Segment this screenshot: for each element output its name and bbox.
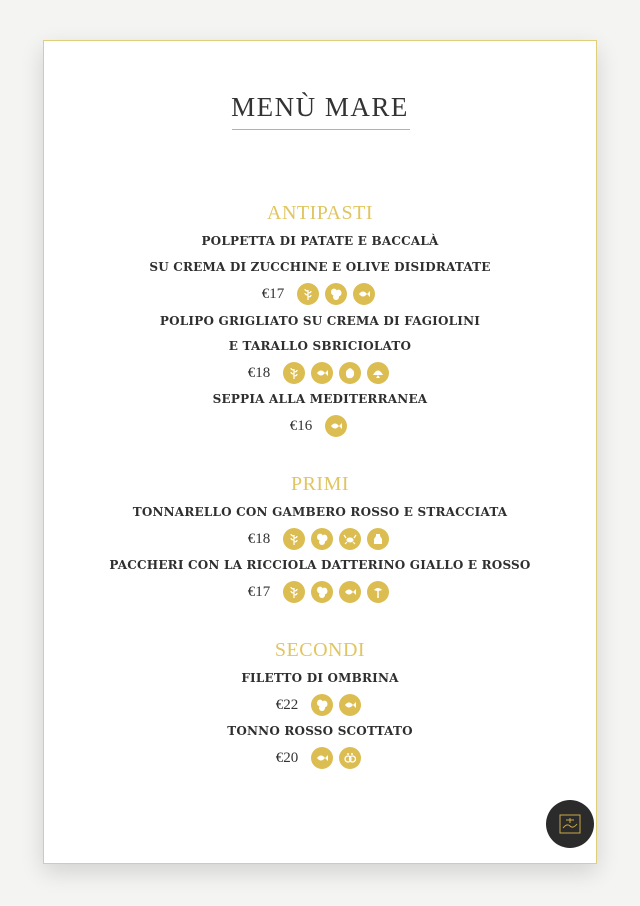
shellfish-icon: [367, 362, 389, 384]
section-title-secondi: SECONDI: [274, 639, 366, 661]
mollusc-icon: [339, 362, 361, 384]
dish-name-line: POLPETTA DI PATATE E BACCALÀ: [201, 234, 439, 248]
section-title-primi: PRIMI: [290, 473, 350, 495]
fish-icon: [353, 283, 375, 305]
gluten-icon: [283, 581, 305, 603]
egg-icon: [325, 283, 347, 305]
fish-icon: [339, 694, 361, 716]
dish-name-line: E TARALLO SBRICIOLATO: [228, 339, 412, 353]
menu-page: [43, 40, 597, 864]
section-title-antipasti: ANTIPASTI: [267, 202, 373, 224]
egg-icon: [311, 581, 333, 603]
dish-price: €22: [275, 697, 299, 713]
price-row: [44, 747, 596, 769]
fish-icon: [311, 747, 333, 769]
gluten-icon: [283, 528, 305, 550]
fish-icon: [325, 415, 347, 437]
dish-price: €18: [247, 531, 271, 547]
dish-price: €20: [275, 750, 299, 766]
menu-title: MENÙ MARE: [231, 92, 409, 122]
restaurant-logo-icon: [546, 800, 594, 848]
price-row: [44, 362, 596, 384]
price-row: [44, 528, 596, 550]
dish-price: €16: [289, 418, 313, 434]
egg-icon: [311, 694, 333, 716]
dish-name-line: PACCHERI CON LA RICCIOLA DATTERINO GIALLO E ROSSO: [109, 558, 531, 572]
price-row: [44, 415, 596, 437]
price-row: [44, 283, 596, 305]
title-underline: [232, 129, 410, 130]
dish-name-line: TONNO ROSSO SCOTTATO: [227, 724, 413, 738]
sulphite-icon: [339, 747, 361, 769]
celery-icon: [367, 581, 389, 603]
dish-name-line: FILETTO DI OMBRINA: [241, 671, 399, 685]
gluten-icon: [297, 283, 319, 305]
gluten-icon: [283, 362, 305, 384]
egg-icon: [311, 528, 333, 550]
fish-icon: [311, 362, 333, 384]
dish-name-line: SEPPIA ALLA MEDITERRANEA: [212, 392, 428, 406]
dish-name-line: SU CREMA DI ZUCCHINE E OLIVE DISIDRATATE: [149, 260, 491, 274]
crustacean-icon: [339, 528, 361, 550]
fish-icon: [339, 581, 361, 603]
price-row: [44, 694, 596, 716]
milk-icon: [367, 528, 389, 550]
dish-name-line: POLIPO GRIGLIATO SU CREMA DI FAGIOLINI: [159, 314, 481, 328]
dish-price: €17: [247, 584, 271, 600]
dish-name-line: TONNARELLO CON GAMBERO ROSSO E STRACCIATA: [132, 505, 508, 519]
dish-price: €18: [247, 365, 271, 381]
dish-price: €17: [261, 286, 285, 302]
price-row: [44, 581, 596, 603]
